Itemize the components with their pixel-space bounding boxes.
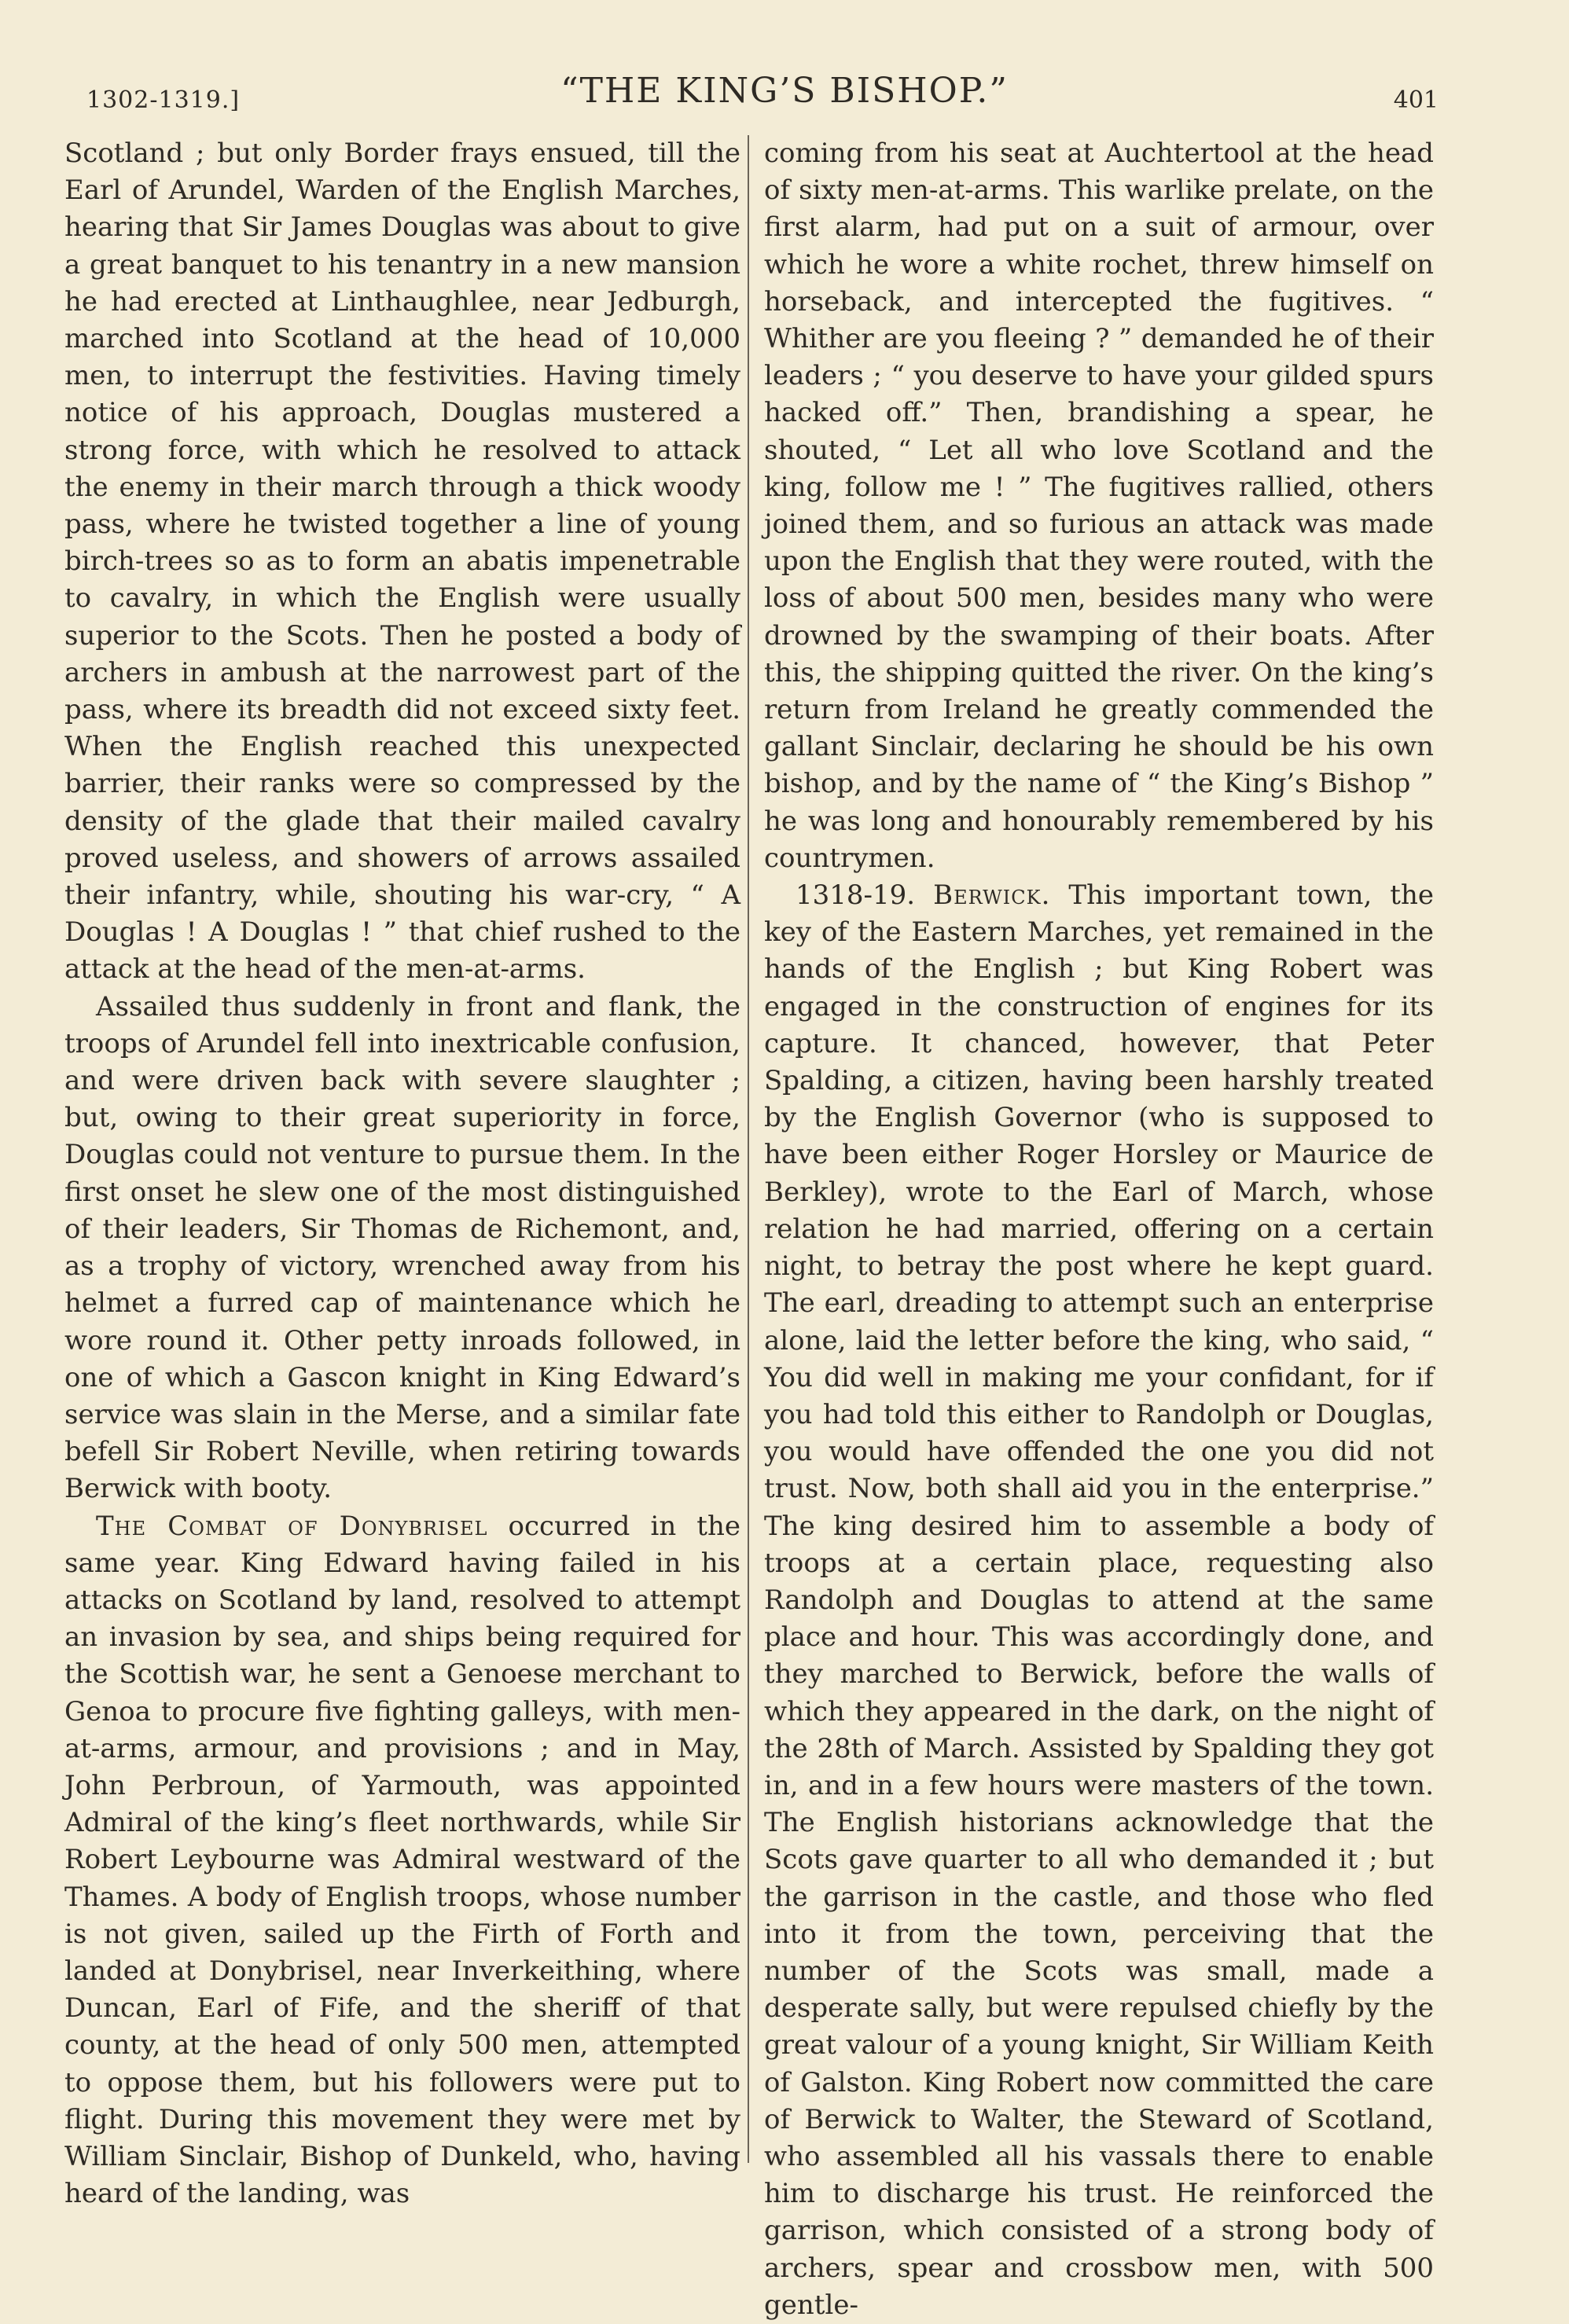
header-years: 1302-1319.] xyxy=(86,86,241,114)
right-paragraph-2-text: This important town, the key of the Eastern Marches, yet remained in the hands of the English ; but King Robert was engaged in the construction of engines for its capture. It chanced, however, that Peter Spalding, a citizen, having been harshly treated by the English Governor (who is supposed to have been either Roger Horsley or Maurice de Berkley), wrote to the Earl of March, whose relation he had married, offering on a certain night, to betray the post where he kept guard. The earl, dreading to attempt such an enterprise alone, laid the letter before the king, who said, “ You did well in making me your confidant, for if you had told this either to Randolph or Douglas, you would have offended the one you did not trust. Now, both shall aid you in the enterprise.” The king desired him to assemble a body of troops at a certain place, requesting also Randolph and Douglas to attend at the same place and hour. This was accordingly done, and they marched to Berwick, before the walls of which they appeared in the dark, on the night of the 28th of March. Assisted by Spalding they got in, and in a few hours were masters of the town. The English historians acknowledge that the Scots gave quarter to all who demanded it ; but the garrison in the castle, and those who fled into it from the town, perceiving that the number of the Scots was small, made a desperate sally, but were repulsed chiefly by the great valour of a young knight, Sir William Keith of Galston. King Robert now committed the care of Berwick to Walter, the Steward of Scotland, who assembled all his vassals there to enable him to discharge his trust. He reinforced the garrison, which consisted of a strong body of archers, spear and crossbow men, with 500 gentle- xyxy=(764,879,1434,2321)
column-divider xyxy=(748,135,749,2163)
right-column xyxy=(764,135,1434,2321)
page-title: “THE KING’S BISHOP.” xyxy=(560,71,1009,111)
right-paragraph-2 xyxy=(764,877,1434,2324)
left-column xyxy=(64,135,740,2210)
right-paragraph-1: coming from his seat at Auchtertool at the head of sixty men-at-arms. This warlike prelate, on the first alarm, had put on a suit of armour, over which he wore a white rochet, threw himself on horseback, and intercepted the fugitives. “ Whither are you fleeing ? ” demanded he of their leaders ; “ you deserve to have your gilded spurs hacked off.” Then, brandishing a spear, he shouted, “ Let all who love Scotland and the king, follow me ! ” The fugitives rallied, others joined them, and so furious an attack was made upon the English that they were routed, with the loss of about 500 men, besides many who were drowned by the swamping of their boats. After this, the shipping quitted the river. On the king’s return from Ireland he greatly commended the gallant Sinclair, declaring he should be his own bishop, and by the name of “ the King’s Bishop ” he was long and honourably remembered by his countrymen. xyxy=(764,138,1434,874)
section-heading-berwick: Berwick. xyxy=(933,879,1051,912)
left-paragraph-1: Scotland ; but only Border frays ensued, till the Earl of Arundel, Warden of the English Marches, hearing that Sir James Douglas was about to give a great banquet to his tenantry in a new mansion he had erected at Linthaughlee, near Jedburgh, marched into Scotland at the head of 10,000 men, to interrupt the festivities. Having timely notice of his approach, Douglas mustered a strong force, with which he resolved to attack the enemy in their march through a thick woody pass, where he twisted together a line of young birch-trees so as to form an abatis impenetrable to cavalry, in which the English were usually superior to the Scots. Then he posted a body of archers in ambush at the narrowest part of the pass, where its breadth did not exceed sixty feet. When the English reached this unexpected barrier, their ranks were so compressed by the density of the glade that their mailed cavalry proved useless, and showers of arrows assailed their infantry, while, shouting his war-cry, “ A Douglas ! A Douglas ! ” that chief rushed to the attack at the head of the men-at-arms. xyxy=(64,138,740,986)
page-number: 401 xyxy=(1393,86,1439,114)
section-years-berwick: 1318-19. xyxy=(796,879,916,912)
section-heading-donybrisel: The Combat of Donybrisel xyxy=(96,1510,488,1542)
left-paragraph-3-text: occurred in the same year. King Edward having failed in his attacks on Scotland by land, resolved to attempt an invasion by sea, and ships being required for the Scottish war, he sent a Genoese merchant to Genoa to procure five fighting galleys, with men-at-arms, armour, and provisions ; and in May, John Perbroun, of Yarmouth, was appointed Admiral of the king’s fleet northwards, while Sir Robert Leybourne was Admiral westward of the Thames. A body of English troops, whose number is not given, sailed up the Firth of Forth and landed at Donybrisel, near Inverkeithing, where Duncan, Earl of Fife, and the sheriff of that county, at the head of only 500 men, attempted to oppose them, but his followers were put to flight. During this movement they were met by William Sinclair, Bishop of Dunkeld, who, having heard of the landing, was xyxy=(64,1510,740,2210)
running-header xyxy=(0,63,1569,126)
left-paragraph-2: Assailed thus suddenly in front and flank, the troops of Arundel fell into inextricable confusion, and were driven back with severe slaughter ; but, owing to their great superiority in force, Douglas could not venture to pursue them. In the first onset he slew one of the most distinguished of their leaders, Sir Thomas de Richemont, and, as a trophy of victory, wrenched away from his helmet a furred cap of maintenance which he wore round it. Other petty inroads followed, in one of which a Gascon knight in King Edward’s service was slain in the Merse, and a similar fate befell Sir Robert Neville, when retiring towards Berwick with booty. xyxy=(64,990,740,1505)
left-paragraph-3 xyxy=(64,1508,740,2213)
